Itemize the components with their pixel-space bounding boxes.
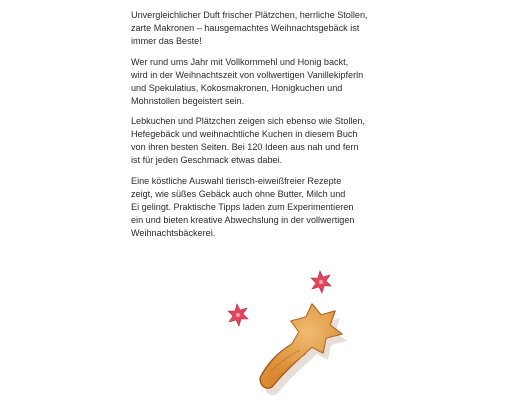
- text-line: zarte Makronen – hausgemachtes Weihnachtsgebäck ist: [131, 23, 360, 33]
- text-line: Mohnstollen begeistert sein.: [131, 95, 245, 106]
- blurb-paragraph-1: [131, 9, 393, 48]
- blurb-text: [131, 9, 393, 247]
- shooting-star-cookie-illustration: [222, 262, 372, 398]
- pink-star-icon: [311, 271, 331, 293]
- text-line: von ihren besten Seiten. Bei 120 Ideen aus nah und fern: [131, 142, 359, 152]
- text-line: Ei gelingt. Praktische Tipps laden zum Experimentieren: [131, 201, 354, 212]
- blurb-paragraph-2: [131, 56, 393, 108]
- text-line: Lebkuchen und Plätzchen zeigen sich ebenso wie Stollen,: [131, 116, 366, 126]
- blurb-paragraph-4: [131, 175, 393, 240]
- text-line: Hefegebäck und weihnachtliche Kuchen in diesem Buch: [131, 129, 358, 139]
- text-line: und Spekulatius, Kokosmakronen, Honigkuchen und: [131, 82, 343, 93]
- text-line: zeigt, wie süßes Gebäck auch ohne Butter, Milch und: [131, 188, 346, 199]
- text-line: Wer rund ums Jahr mit Vollkornmehl und Honig backt,: [131, 56, 349, 67]
- blurb-paragraph-3: [131, 115, 393, 167]
- text-line: Weihnachtsbäckerei.: [131, 227, 216, 238]
- text-line: Unvergleichlicher Duft frischer Plätzchen, herrliche Stollen,: [131, 10, 368, 20]
- text-line: wird in der Weihnachtszeit von vollwertigen Vanillekipferln: [131, 69, 364, 80]
- shooting-star-cookie-icon: [260, 304, 347, 395]
- pink-star-icon: [228, 304, 248, 326]
- text-line: immer das Beste!: [131, 36, 202, 46]
- text-line: Eine köstliche Auswahl tierisch-eiweißfreier Rezepte: [131, 175, 342, 186]
- text-line: ist für jeden Geschmack etwas dabei.: [131, 155, 283, 165]
- text-line: ein und bieten kreative Abwechslung in der vollwertigen: [131, 214, 355, 225]
